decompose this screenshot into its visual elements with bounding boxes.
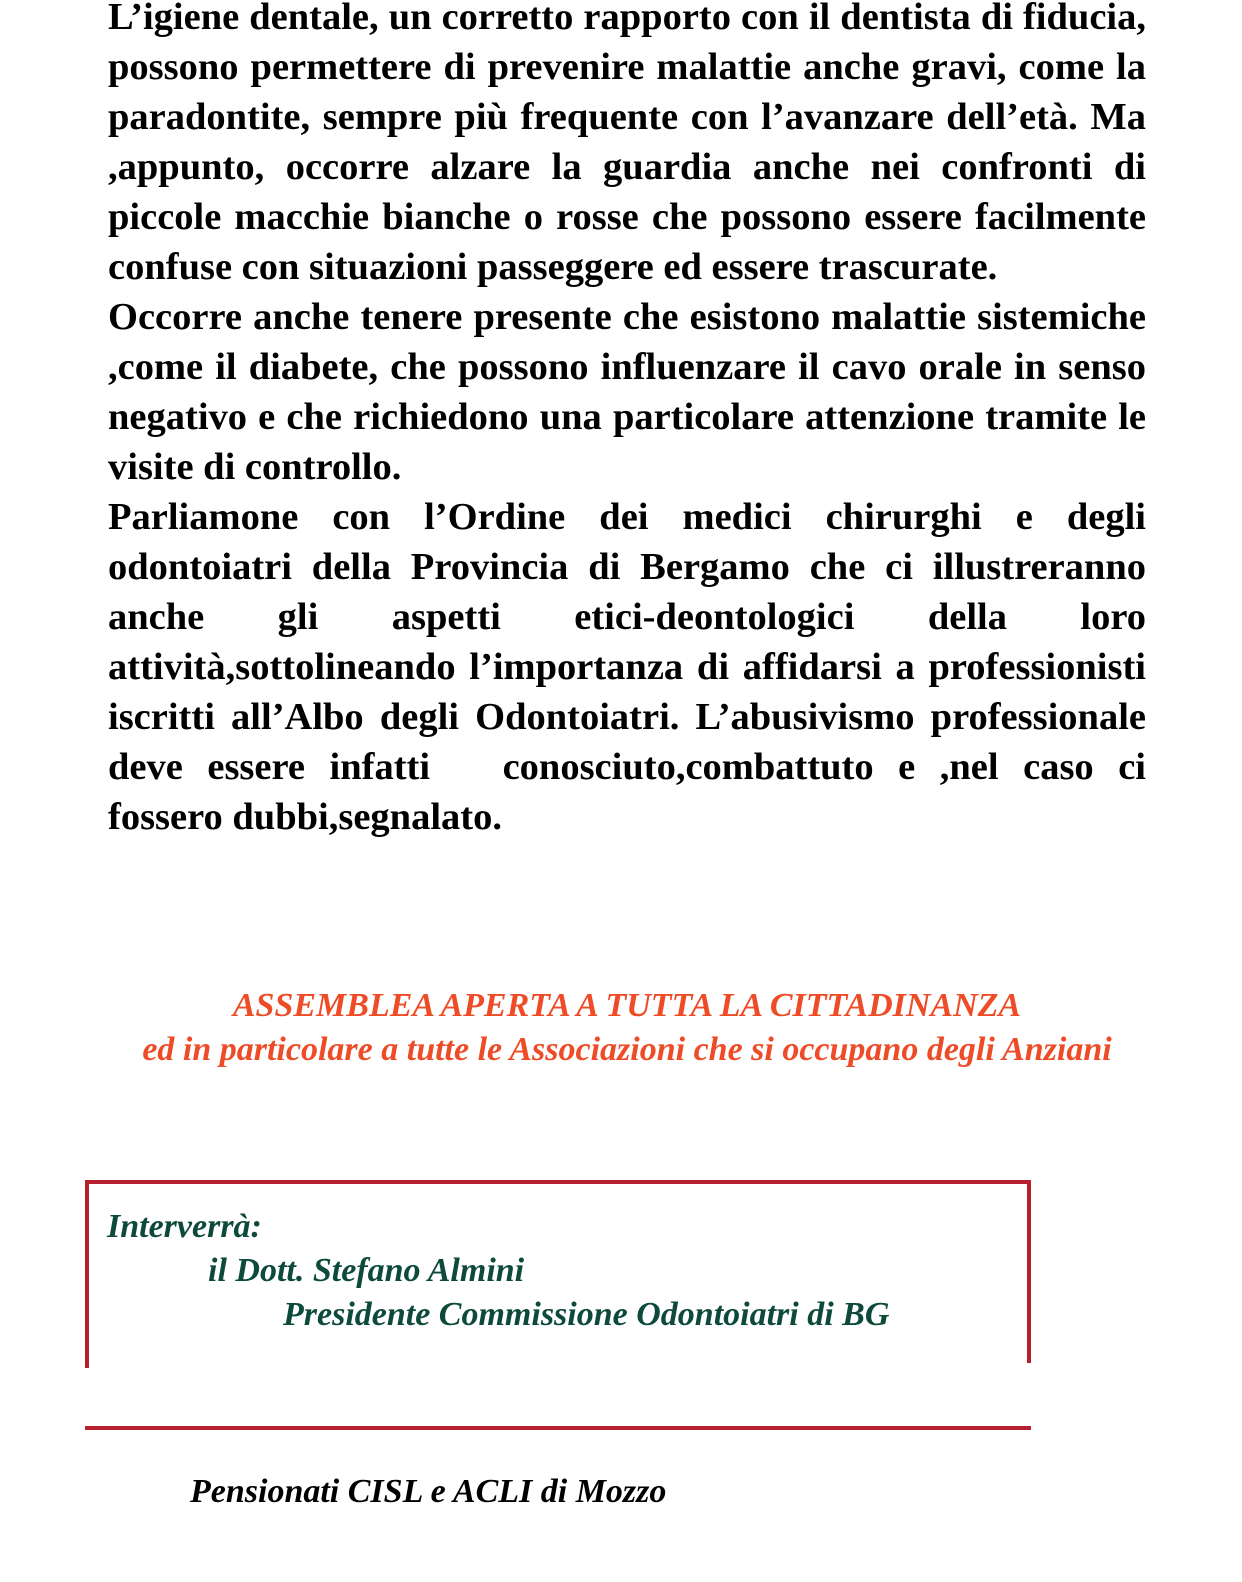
- speaker-box-left-border: [85, 1180, 89, 1368]
- paragraph-order-of-doctors: [108, 492, 1146, 842]
- speaker-role: Presidente Commissione Odontoiatri di BG: [283, 1296, 890, 1333]
- bottom-divider: [85, 1426, 1031, 1430]
- organizers-footer: Pensionati CISL e ACLI di Mozzo: [190, 1473, 667, 1510]
- paragraph-systemic-diseases: Occorre anche tenere presente che esistono malattie sistemiche ,come il diabete, che possono influenzare il cavo orale in senso negativo e che richiedono una particolare attenzione tramite le visite di controllo.: [108, 296, 1146, 488]
- assembly-announcement: [108, 984, 1146, 1072]
- paragraph-hygiene: L’igiene dentale, un corretto rapporto con il dentista di fiducia, possono permettere di prevenire malattie anche gravi, come la paradontite, sempre più frequente con l’avanzare dell’età. Ma ,appunto, occorre alzare la guardia anche nei confronti di piccole macchie bianche o rosse che possono essere facilmente confuse con situazioni passeggere ed essere trascurate.: [108, 0, 1146, 288]
- speaker-box-top-border: [85, 1180, 1031, 1184]
- speaker-box-right-border: [1027, 1180, 1031, 1363]
- speaker-name: il Dott. Stefano Almini: [208, 1252, 525, 1289]
- main-text: [108, 0, 1146, 842]
- assembly-subheading: ed in particolare a tutte le Associazioni che si occupano degli Anziani: [142, 1031, 1112, 1068]
- assembly-heading: ASSEMBLEA APERTA A TUTTA LA CITTADINANZA: [232, 987, 1022, 1024]
- speaker-label: Interverrà:: [107, 1208, 262, 1245]
- paragraph-order-part2: conosciuto,combattuto e ,nel caso ci fossero dubbi,segnalato.: [108, 746, 1146, 838]
- paragraph-order-part1: Parliamone con l’Ordine dei medici chirurghi e degli odontoiatri della Provincia di Bergamo che ci illustreranno anche gli aspetti etici-deontologici della loro attività,sottolineando l’importanza di affidarsi a professionisti iscritti all’Albo degli Odontoiatri. L’abusivismo professionale deve essere infatti: [108, 496, 1146, 788]
